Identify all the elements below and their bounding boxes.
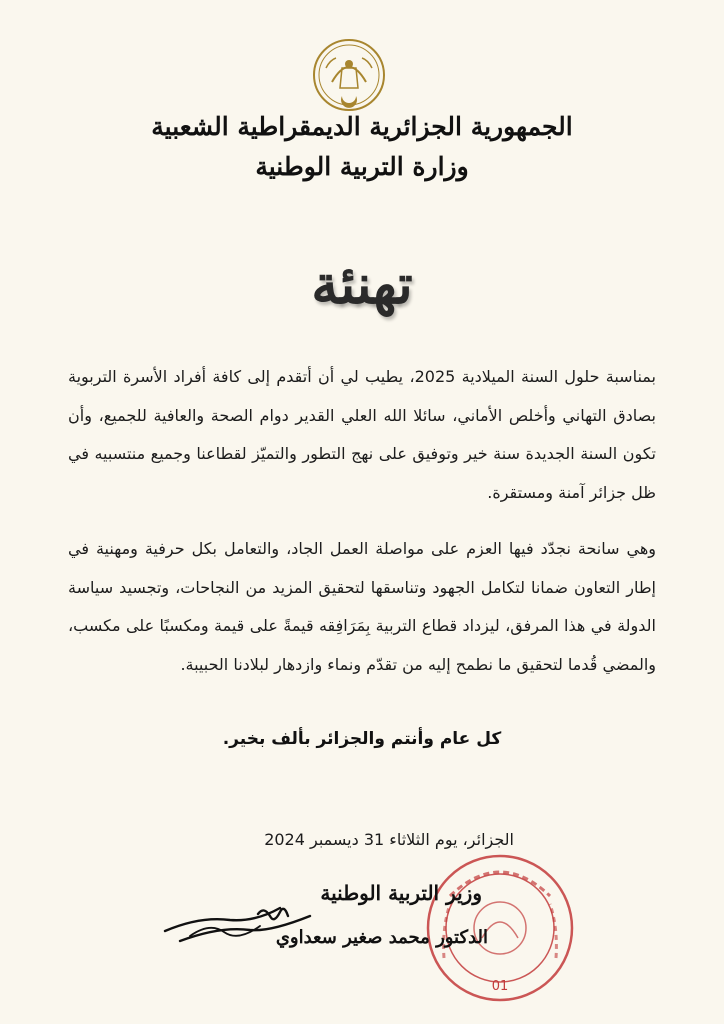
closing-wish: كل عام وأنتم والجزائر بألف بخير. xyxy=(222,729,502,749)
signer-name: الدكتور محمد صغير سعداوي xyxy=(275,927,488,948)
stamp-number: 01 xyxy=(491,979,509,994)
republic-title: الجمهورية الجزائرية الديمقراطية الشعبية xyxy=(151,112,573,141)
body-paragraph-2: وهي سانحة نجدّد فيها العزم على مواصلة العمل الجاد، والتعامل بكل حرفية ومهنية في إطار التعاون ضمانا لتكامل الجهود وتناسقها لتحقيق المزيد من النجاحات، وتجسيد سياسة الدولة في هذا المرفق، ليزداد قطاع التربية بِمَرَافِقه قيمةً على قيمة ومكسبًا على مكسب، والمضي قُدما لتحقيق ما نطمح إليه من تقدّم ونماء وازدهار لبلادنا الحبيبة. xyxy=(68,539,656,674)
algeria-emblem-icon xyxy=(312,38,386,112)
dateline: الجزائر، يوم الثلاثاء 31 ديسمبر 2024 xyxy=(264,830,514,849)
handwritten-signature xyxy=(160,886,320,966)
ministry-title: وزارة التربية الوطنية xyxy=(255,152,469,181)
signer-title: وزير التربية الوطنية xyxy=(320,881,482,905)
body-paragraph-1: بمناسبة حلول السنة الميلادية 2025، يطيب لي أن أتقدم إلى كافة أفراد الأسرة التربوية بصادق التهاني وأخلص الأماني، سائلا الله العلي القدير دوام الصحة والعافية للجميع، وأن تكون السنة الجديدة سنة خير وتوفيق على نهج التطور والتميّز لقطاعنا وجميع منتسبيه في ظل جزائر آمنة ومستقرة. xyxy=(68,367,656,502)
greeting-title: تهنئة xyxy=(311,252,413,316)
